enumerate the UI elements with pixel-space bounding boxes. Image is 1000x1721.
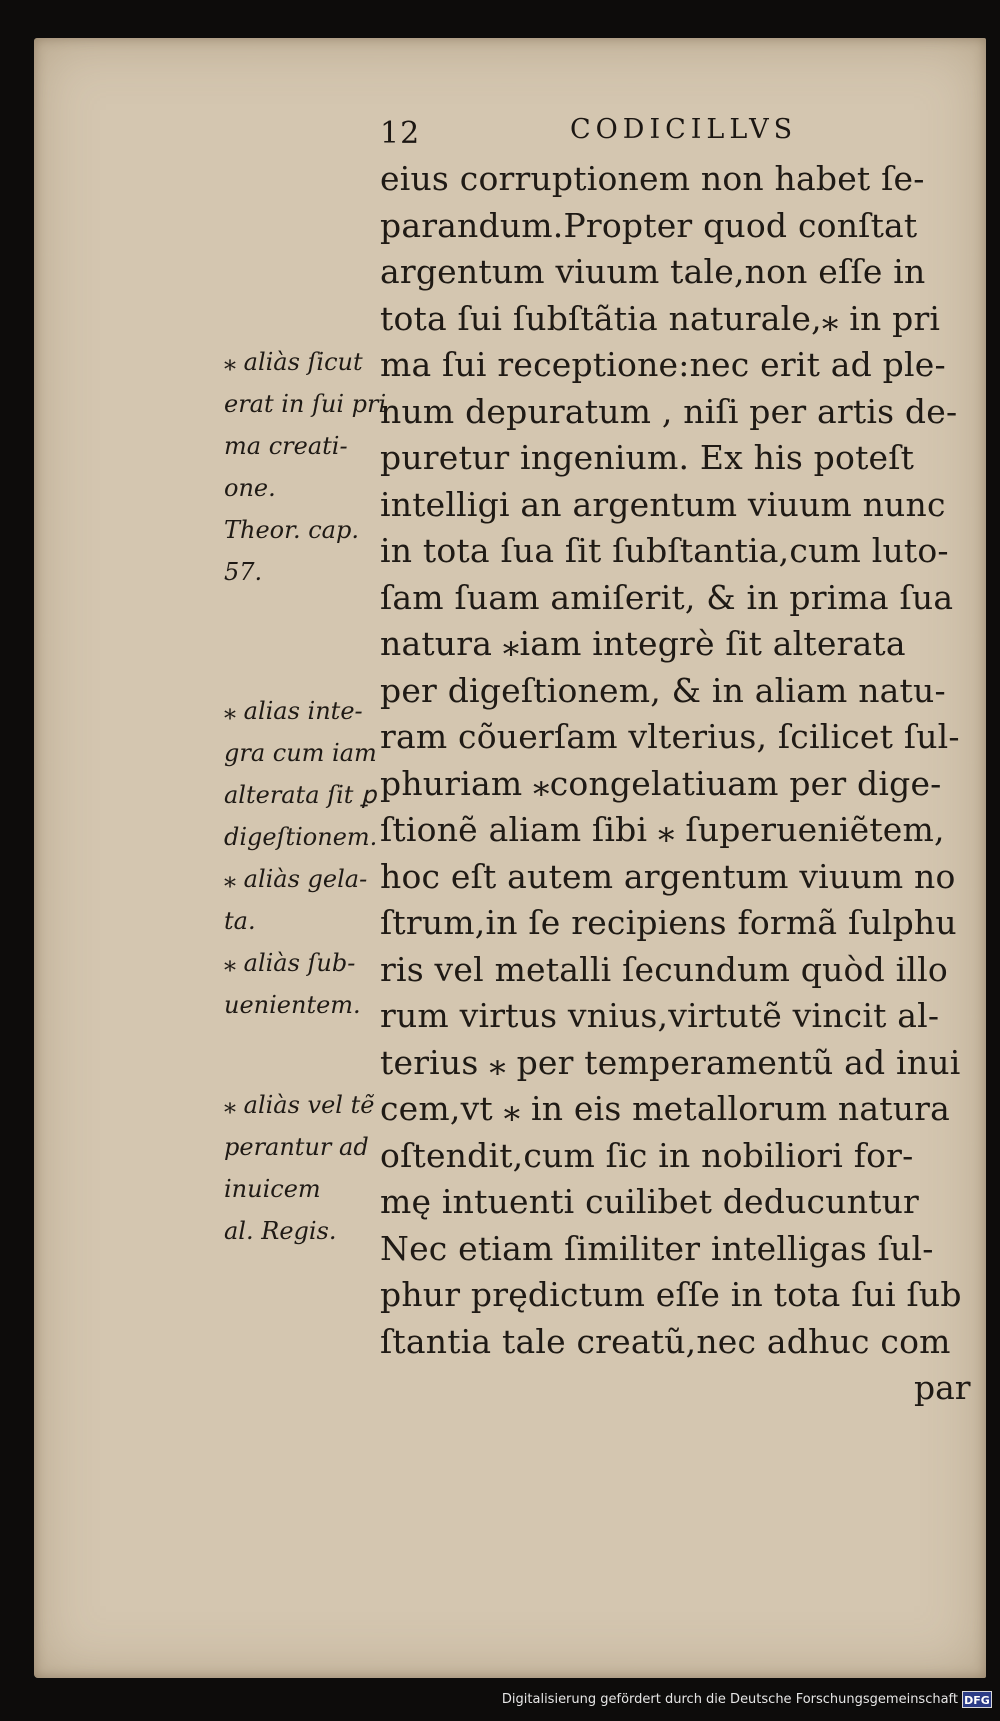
marginal-notes <box>224 38 387 1678</box>
text-line: oſtendit,cum ſic in nobiliori for- <box>380 1135 914 1175</box>
marginal-note <box>224 341 386 593</box>
digitization-footer <box>0 1690 1000 1716</box>
text-line: argentum viuum tale,non eſſe in <box>380 252 926 291</box>
dfg-logo-icon: DFG <box>962 1691 992 1708</box>
text-line: ſtantia tale creatũ,nec adhuc com <box>380 1321 951 1361</box>
marginal-note-line: uenientem. <box>224 991 361 1019</box>
marginal-note <box>224 1084 374 1252</box>
text-line: rum virtus vnius,virtutẽ vincit al- <box>380 996 940 1035</box>
text-line: hoc eſt autem argentum viuum no <box>380 856 956 896</box>
marginal-note-line: ⁎ aliàs ſicut <box>224 348 363 376</box>
marginal-note-line: ⁎ aliàs vel tẽ <box>224 1091 375 1119</box>
text-line: tota ſui ſubſtãtia naturale,⁎ in pri <box>380 298 941 338</box>
marginal-note-line: perantur ad <box>224 1133 369 1161</box>
text-line: mę intuenti cuilibet deducuntur <box>380 1182 920 1221</box>
text-line: natura ⁎iam integrè ſit alterata <box>380 624 906 663</box>
marginal-note-line: gra cum iam <box>224 739 377 767</box>
running-title: CODICILLVS <box>570 114 798 145</box>
text-line: ſtrum,in ſe recipiens formã ſulphu <box>380 903 957 942</box>
text-line: puretur ingenium. Ex his poteſt <box>380 438 915 477</box>
text-line: in tota ſua ſit ſubſtantia,cum luto- <box>380 531 949 570</box>
marginal-note-line: 57. <box>224 558 263 586</box>
marginal-note-line: ta. <box>224 907 256 935</box>
catchword: par <box>914 1368 971 1407</box>
marginal-note-line: alterata ſit ꝑ <box>224 781 377 809</box>
text-line: ram cõuerſam vlterius, ſcilicet ſul- <box>380 717 960 756</box>
marginal-note-line: digeſtionem. <box>224 823 378 851</box>
marginal-note-line: ma creati- <box>224 432 348 460</box>
text-line: ma ſui receptione:nec erit ad ple- <box>380 345 946 384</box>
marginal-note-line: ⁎ alias inte- <box>224 697 363 725</box>
marginal-note-line: one. <box>224 474 276 502</box>
text-line: num depuratum , niſi per artis de- <box>380 391 958 431</box>
text-line: per digeſtionem, & in aliam natu- <box>380 670 946 710</box>
book-page <box>34 38 986 1678</box>
text-line: Nec etiam ſimiliter intelligas ſul- <box>380 1228 934 1268</box>
marginal-note-line: ⁎ aliàs ſub- <box>224 949 356 977</box>
text-line: ſam ſuam amiſerit, & in prima ſua <box>380 577 954 617</box>
text-line: intelligi an argentum viuum nunc <box>380 484 946 524</box>
text-line: cem,vt ⁎ in eis metallorum natura <box>380 1089 951 1128</box>
page-number: 12 <box>380 116 421 151</box>
main-text-block <box>380 156 960 1365</box>
text-line: phur prędictum eſſe in tota ſui ſub <box>380 1275 962 1314</box>
text-line: parandum.Propter quod conſtat <box>380 205 918 245</box>
text-line: ris vel metalli ſecundum quòd illo <box>380 949 948 989</box>
marginal-note-line: al. Regis. <box>224 1217 337 1245</box>
marginal-note-line: ⁎ aliàs gela- <box>224 865 368 893</box>
text-line: terius ⁎ per temperamentũ ad inui <box>380 1042 961 1082</box>
marginal-note-line: erat in ſui pri <box>224 390 387 418</box>
funding-credit: Digitalisierung gefördert durch die Deutsche Forschungsgemeinschaft <box>501 1692 958 1707</box>
marginal-note <box>224 690 377 1026</box>
text-line: ſtionẽ aliam ſibi ⁎ ſuperueniẽtem, <box>380 810 945 849</box>
text-line: phuriam ⁎congelatiuam per dige- <box>380 763 942 803</box>
marginal-note-line: Theor. cap. <box>224 516 359 544</box>
marginal-note-line: inuicem <box>224 1175 321 1203</box>
text-line: eius corruptionem non habet ſe- <box>380 159 925 198</box>
